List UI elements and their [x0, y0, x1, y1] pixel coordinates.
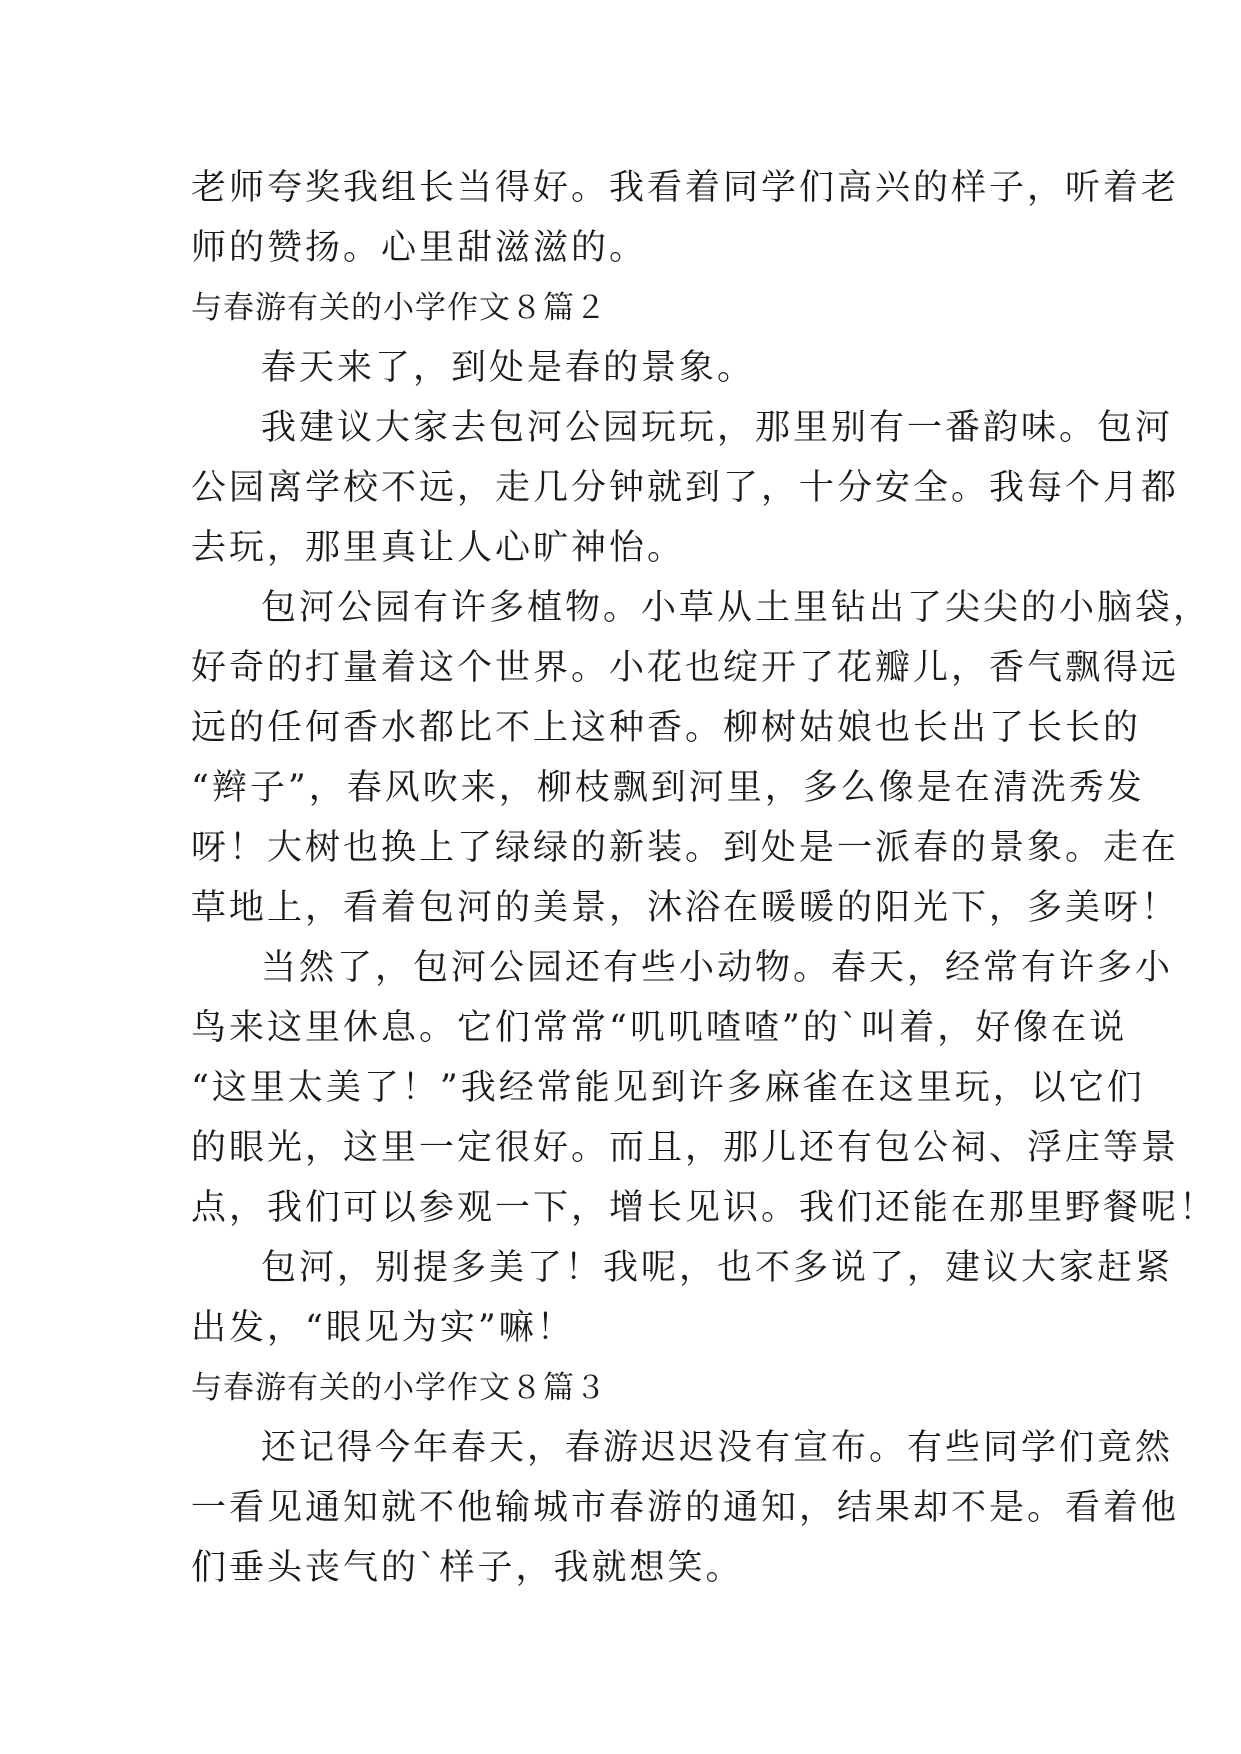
text-line: 远的任何香水都比不上这种香。柳树姑娘也长出了长长的 — [191, 708, 1142, 748]
text-line: 们垂头丧气的`样子，我就想笑。 — [191, 1548, 744, 1588]
paragraph-first-line: 春天来了，到处是春的景象。 — [261, 348, 756, 388]
text-line: 的眼光，这里一定很好。而且，那儿还有包公祠、浮庄等景 — [191, 1128, 1180, 1168]
text-line: 去玩，那里真让人心旷神怡。 — [191, 528, 686, 568]
text-line: “辫子”，春风吹来，柳枝飘到河里，多么像是在清洗秀发 — [191, 768, 1145, 808]
text-line: 呀！大树也换上了绿绿的新装。到处是一派春的景象。走在 — [191, 828, 1180, 868]
paragraph-first-line: 包河公园有许多植物。小草从土里钻出了尖尖的小脑袋， — [261, 588, 1212, 628]
text-line: 师的赞扬。心里甜滋滋的。 — [191, 228, 648, 268]
text-line: 一看见通知就不他输城市春游的通知，结果却不是。看着他 — [191, 1488, 1180, 1528]
paragraph-first-line: 当然了，包河公园还有些小动物。春天，经常有许多小 — [261, 948, 1174, 988]
text-line: 草地上，看着包河的美景，沐浴在暖暖的阳光下，多美呀！ — [191, 888, 1180, 928]
text-line: 鸟来这里休息。它们常常“叽叽喳喳”的`叫着，好像在说 — [191, 1008, 1128, 1048]
text-line: “这里太美了！”我经常能见到许多麻雀在这里玩，以它们 — [191, 1068, 1145, 1108]
text-line: 老师夸奖我组长当得好。我看着同学们高兴的样子，听着老 — [191, 168, 1180, 208]
paragraph-first-line: 还记得今年春天，春游迟迟没有宣布。有些同学们竟然 — [261, 1428, 1174, 1468]
text-line: 公园离学校不远，走几分钟就到了，十分安全。我每个月都 — [191, 468, 1180, 508]
text-line: 出发，“眼见为实”嘛！ — [191, 1308, 575, 1348]
section-heading: 与春游有关的小学作文８篇２ — [191, 290, 607, 326]
section-heading: 与春游有关的小学作文８篇３ — [191, 1370, 607, 1406]
paragraph-first-line: 我建议大家去包河公园玩玩，那里别有一番韵味。包河 — [261, 408, 1174, 448]
text-line: 点，我们可以参观一下，增长见识。我们还能在那里野餐呢！ — [191, 1188, 1218, 1228]
document-page — [191, 158, 1218, 1598]
paragraph-first-line: 包河，别提多美了！我呢，也不多说了，建议大家赶紧 — [261, 1248, 1174, 1288]
text-line: 好奇的打量着这个世界。小花也绽开了花瓣儿，香气飘得远 — [191, 648, 1180, 688]
